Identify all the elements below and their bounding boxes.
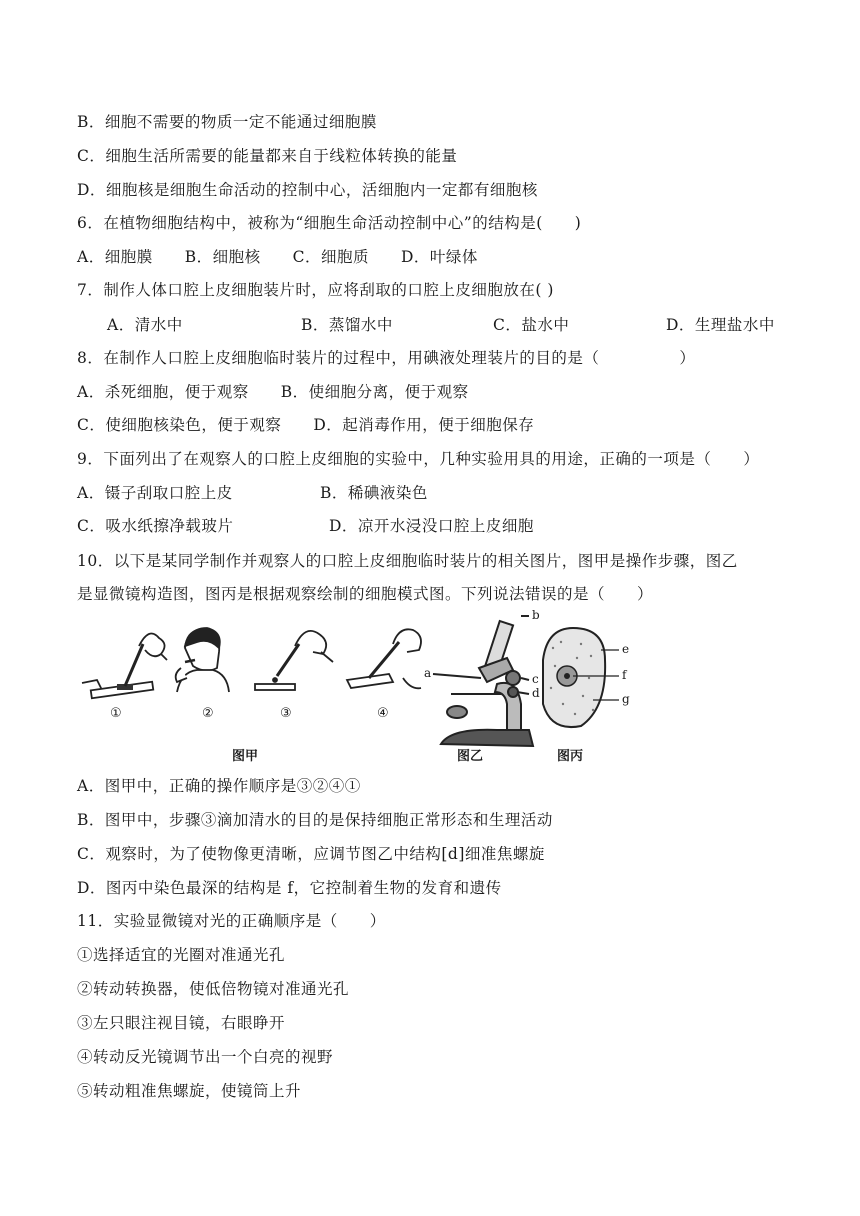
step-3-illustration	[255, 631, 333, 690]
question-11-step-4: ④转动反光镜调节出一个白亮的视野	[77, 1048, 334, 1066]
question-9-option-d: D．凉开水浸没口腔上皮细胞	[329, 517, 534, 535]
question-11: 11．实验显微镜对光的正确顺序是（ ）	[77, 912, 386, 930]
question-10-option-c: C．观察时，为了使物像更清晰，应调节图乙中结构[d]细准焦螺旋	[77, 845, 545, 863]
question-11-step-5: ⑤转动粗准焦螺旋，使镜筒上升	[77, 1082, 302, 1100]
microscope-label-a: a	[424, 666, 432, 680]
q5-option-d: D．细胞核是细胞生命活动的控制中心，活细胞内一定都有细胞核	[77, 181, 538, 199]
q5-option-b: B．细胞不需要的物质一定不能通过细胞膜	[77, 113, 377, 131]
question-10-line-2: 是显微镜构造图，图丙是根据观察绘制的细胞模式图。下列说法错误的是（ ）	[77, 585, 654, 603]
step-1-illustration	[82, 634, 167, 699]
cell-illustration	[543, 628, 619, 727]
step-4-label: ④	[377, 706, 389, 721]
question-6-options: A．细胞膜 B．细胞核 C．细胞质 D．叶绿体	[77, 248, 478, 266]
caption-figure-bing: 图丙	[557, 749, 584, 764]
question-9: 9．下面列出了在观察人的口腔上皮细胞的实验中，几种实验用具的用途，正确的一项是（ ）	[77, 450, 760, 468]
question-7: 7．制作人体口腔上皮细胞装片时，应将刮取的口腔上皮细胞放在( )	[77, 281, 554, 299]
question-11-step-1: ①选择适宜的光圈对准通光孔	[77, 946, 286, 964]
question-10-option-a: A．图甲中，正确的操作顺序是③②④①	[77, 777, 361, 795]
caption-figure-yi: 图乙	[457, 749, 484, 764]
cell-label-f: f	[622, 668, 627, 682]
q5-option-c: C．细胞生活所需要的能量都来自于线粒体转换的能量	[77, 147, 458, 165]
figure-illustration	[77, 608, 637, 768]
microscope-label-d: d	[532, 686, 540, 700]
step-3-label: ③	[280, 706, 292, 721]
caption-figure-jia: 图甲	[232, 749, 259, 764]
question-10-line-1: 10．以下是某同学制作并观察人的口腔上皮细胞临时装片的相关图片，图甲是操作步骤，图乙	[77, 552, 738, 570]
experiment-figure	[77, 608, 637, 768]
question-7-option-b: B．蒸馏水中	[301, 316, 393, 334]
step-2-label: ②	[202, 706, 214, 721]
step-2-illustration	[176, 628, 229, 692]
microscope-label-c: c	[532, 672, 539, 686]
question-11-step-3: ③左只眼注视目镜，右眼睁开	[77, 1014, 286, 1032]
question-9-option-b: B．稀碘液染色	[320, 484, 428, 502]
cell-label-g: g	[622, 692, 630, 706]
question-8: 8．在制作人口腔上皮细胞临时装片的过程中，用碘液处理装片的目的是（ ）	[77, 349, 696, 367]
microscope-label-b: b	[532, 608, 540, 622]
question-7-option-d: D．生理盐水中	[666, 316, 775, 334]
cell-label-e: e	[622, 642, 630, 656]
question-10-option-b: B．图甲中，步骤③滴加清水的目的是保持细胞正常形态和生理活动	[77, 811, 553, 829]
question-7-option-a: A．清水中	[107, 316, 183, 334]
question-9-option-c: C．吸水纸擦净载玻片	[77, 517, 234, 535]
step-1-label: ①	[110, 706, 122, 721]
question-9-option-a: A．镊子刮取口腔上皮	[77, 484, 233, 502]
question-11-step-2: ②转动转换器，使低倍物镜对准通光孔	[77, 980, 350, 998]
question-6: 6．在植物细胞结构中，被称为“细胞生命活动控制中心”的结构是( )	[77, 214, 582, 232]
microscope-illustration	[433, 616, 533, 746]
question-10-option-d: D．图丙中染色最深的结构是 f，它控制着生物的发育和遗传	[77, 879, 502, 897]
question-8-options-ab: A．杀死细胞，便于观察 B．使细胞分离，便于观察	[77, 383, 469, 401]
question-7-option-c: C．盐水中	[493, 316, 570, 334]
question-8-options-cd: C．使细胞核染色，便于观察 D．起消毒作用，便于细胞保存	[77, 416, 535, 434]
step-4-illustration	[347, 629, 421, 688]
